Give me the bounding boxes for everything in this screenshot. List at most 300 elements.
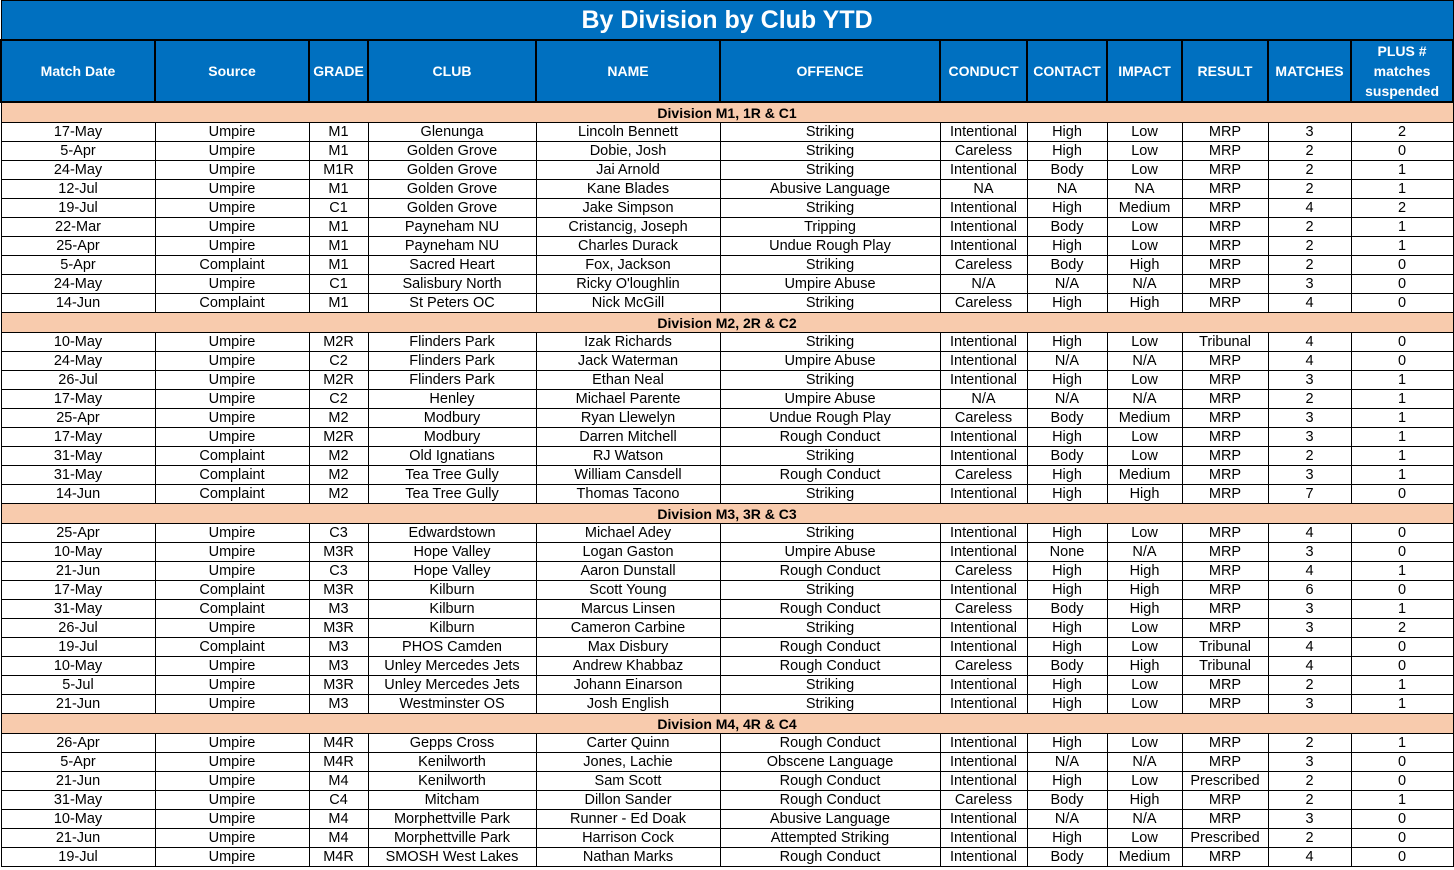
table-cell[interactable]: 21-Jun (1, 829, 155, 848)
table-cell[interactable]: Body (1027, 218, 1107, 237)
table-cell[interactable]: 6 (1268, 581, 1351, 600)
table-cell[interactable]: St Peters OC (368, 294, 536, 313)
table-cell[interactable]: M4R (309, 753, 368, 772)
table-cell[interactable]: Complaint (155, 600, 309, 619)
table-row[interactable] (1, 562, 1453, 581)
column-header[interactable]: Match Date (1, 40, 155, 102)
table-cell[interactable]: 10-May (1, 657, 155, 676)
table-cell[interactable]: High (1027, 581, 1107, 600)
table-cell[interactable]: 19-Jul (1, 199, 155, 218)
table-cell[interactable]: Kilburn (368, 600, 536, 619)
table-cell[interactable]: 4 (1268, 333, 1351, 352)
table-row[interactable] (1, 810, 1453, 829)
table-cell[interactable]: 26-Jul (1, 619, 155, 638)
table-cell[interactable]: NA (1107, 180, 1182, 199)
table-cell[interactable]: High (1107, 657, 1182, 676)
table-cell[interactable]: 4 (1268, 562, 1351, 581)
table-cell[interactable]: Umpire (155, 390, 309, 409)
table-cell[interactable]: Ricky O'loughlin (536, 275, 720, 294)
table-cell[interactable]: N/A (1107, 390, 1182, 409)
column-header[interactable]: IMPACT (1107, 40, 1182, 102)
table-cell[interactable]: High (1027, 638, 1107, 657)
table-cell[interactable]: 24-May (1, 275, 155, 294)
table-row[interactable] (1, 409, 1453, 428)
table-cell[interactable]: Low (1107, 218, 1182, 237)
table-cell[interactable]: C4 (309, 791, 368, 810)
table-cell[interactable]: N/A (1027, 810, 1107, 829)
table-cell[interactable]: Intentional (940, 161, 1027, 180)
table-cell[interactable]: Umpire (155, 848, 309, 867)
table-cell[interactable]: Low (1107, 829, 1182, 848)
table-cell[interactable]: MRP (1182, 142, 1268, 161)
table-cell[interactable]: M4 (309, 829, 368, 848)
table-cell[interactable]: Intentional (940, 237, 1027, 256)
table-cell[interactable]: Tea Tree Gully (368, 466, 536, 485)
table-cell[interactable]: Low (1107, 161, 1182, 180)
table-cell[interactable]: Golden Grove (368, 180, 536, 199)
table-cell[interactable]: 0 (1351, 753, 1453, 772)
table-cell[interactable]: 3 (1268, 466, 1351, 485)
table-cell[interactable]: Intentional (940, 447, 1027, 466)
table-cell[interactable]: 31-May (1, 791, 155, 810)
table-cell[interactable]: Carter Quinn (536, 734, 720, 753)
table-cell[interactable]: 26-Apr (1, 734, 155, 753)
table-cell[interactable]: 0 (1351, 256, 1453, 275)
table-cell[interactable]: MRP (1182, 600, 1268, 619)
table-cell[interactable]: High (1027, 123, 1107, 142)
table-row[interactable] (1, 180, 1453, 199)
table-cell[interactable]: 2 (1351, 619, 1453, 638)
table-cell[interactable]: Intentional (940, 428, 1027, 447)
table-cell[interactable]: Careless (940, 600, 1027, 619)
table-cell[interactable]: Max Disbury (536, 638, 720, 657)
table-cell[interactable]: Medium (1107, 466, 1182, 485)
table-row[interactable] (1, 657, 1453, 676)
table-cell[interactable]: MRP (1182, 734, 1268, 753)
table-cell[interactable]: Striking (720, 256, 940, 275)
table-row[interactable] (1, 695, 1453, 714)
table-cell[interactable]: Rough Conduct (720, 657, 940, 676)
table-cell[interactable]: High (1027, 772, 1107, 791)
table-cell[interactable]: 1 (1351, 180, 1453, 199)
table-cell[interactable]: Rough Conduct (720, 428, 940, 447)
table-cell[interactable]: Umpire Abuse (720, 275, 940, 294)
table-cell[interactable]: 1 (1351, 409, 1453, 428)
table-cell[interactable]: Umpire (155, 333, 309, 352)
table-cell[interactable]: 7 (1268, 485, 1351, 504)
table-cell[interactable]: Intentional (940, 352, 1027, 371)
table-cell[interactable]: Low (1107, 638, 1182, 657)
table-cell[interactable]: Cameron Carbine (536, 619, 720, 638)
table-cell[interactable]: Kenilworth (368, 772, 536, 791)
table-cell[interactable]: Darren Mitchell (536, 428, 720, 447)
table-cell[interactable]: Umpire (155, 734, 309, 753)
table-cell[interactable]: Umpire (155, 352, 309, 371)
table-cell[interactable]: N/A (1107, 810, 1182, 829)
table-cell[interactable]: Flinders Park (368, 371, 536, 390)
table-cell[interactable]: Flinders Park (368, 333, 536, 352)
table-cell[interactable]: M3R (309, 543, 368, 562)
table-cell[interactable]: Rough Conduct (720, 600, 940, 619)
table-cell[interactable]: 24-May (1, 352, 155, 371)
table-cell[interactable]: M4 (309, 772, 368, 791)
table-cell[interactable]: MRP (1182, 524, 1268, 543)
table-cell[interactable]: Complaint (155, 485, 309, 504)
table-cell[interactable]: 3 (1268, 123, 1351, 142)
table-cell[interactable]: High (1027, 294, 1107, 313)
table-cell[interactable]: 0 (1351, 638, 1453, 657)
table-cell[interactable]: Payneham NU (368, 218, 536, 237)
table-cell[interactable]: M4R (309, 848, 368, 867)
table-cell[interactable]: Umpire (155, 142, 309, 161)
table-cell[interactable]: Tripping (720, 218, 940, 237)
table-cell[interactable]: Intentional (940, 638, 1027, 657)
table-cell[interactable]: Rough Conduct (720, 638, 940, 657)
table-cell[interactable]: MRP (1182, 753, 1268, 772)
table-cell[interactable]: 2 (1268, 734, 1351, 753)
table-cell[interactable]: Intentional (940, 848, 1027, 867)
table-cell[interactable]: Complaint (155, 581, 309, 600)
table-cell[interactable]: Gepps Cross (368, 734, 536, 753)
table-cell[interactable]: M2 (309, 409, 368, 428)
table-cell[interactable]: High (1027, 562, 1107, 581)
table-row[interactable] (1, 237, 1453, 256)
table-row[interactable] (1, 161, 1453, 180)
table-cell[interactable]: Umpire (155, 237, 309, 256)
table-cell[interactable]: N/A (1107, 352, 1182, 371)
table-cell[interactable]: Runner - Ed Doak (536, 810, 720, 829)
table-cell[interactable]: 19-Jul (1, 848, 155, 867)
table-cell[interactable]: Tribunal (1182, 657, 1268, 676)
table-cell[interactable]: 3 (1268, 543, 1351, 562)
table-cell[interactable]: Rough Conduct (720, 791, 940, 810)
table-cell[interactable]: MRP (1182, 447, 1268, 466)
table-cell[interactable]: Scott Young (536, 581, 720, 600)
table-cell[interactable]: 21-Jun (1, 772, 155, 791)
table-cell[interactable]: Medium (1107, 409, 1182, 428)
table-cell[interactable]: 1 (1351, 562, 1453, 581)
table-cell[interactable]: M4 (309, 810, 368, 829)
table-cell[interactable]: Umpire (155, 619, 309, 638)
table-cell[interactable]: Prescribed (1182, 829, 1268, 848)
table-cell[interactable]: Careless (940, 791, 1027, 810)
table-cell[interactable]: Umpire (155, 524, 309, 543)
table-cell[interactable]: High (1027, 485, 1107, 504)
table-row[interactable] (1, 256, 1453, 275)
table-cell[interactable]: Jake Simpson (536, 199, 720, 218)
table-cell[interactable]: Intentional (940, 734, 1027, 753)
table-cell[interactable]: Intentional (940, 371, 1027, 390)
table-row[interactable] (1, 600, 1453, 619)
table-cell[interactable]: N/A (1107, 275, 1182, 294)
table-cell[interactable]: Umpire (155, 791, 309, 810)
table-cell[interactable]: Umpire (155, 676, 309, 695)
table-cell[interactable]: MRP (1182, 352, 1268, 371)
table-cell[interactable]: 24-May (1, 161, 155, 180)
table-cell[interactable]: Abusive Language (720, 180, 940, 199)
table-cell[interactable]: 3 (1268, 275, 1351, 294)
table-cell[interactable]: Intentional (940, 123, 1027, 142)
table-cell[interactable]: 1 (1351, 428, 1453, 447)
column-header[interactable]: CONTACT (1027, 40, 1107, 102)
table-cell[interactable]: Flinders Park (368, 352, 536, 371)
table-cell[interactable]: Intentional (940, 543, 1027, 562)
column-header[interactable]: CONDUCT (940, 40, 1027, 102)
table-cell[interactable]: M1 (309, 123, 368, 142)
table-cell[interactable]: Striking (720, 619, 940, 638)
table-cell[interactable]: High (1027, 676, 1107, 695)
table-cell[interactable]: MRP (1182, 199, 1268, 218)
table-cell[interactable]: 4 (1268, 657, 1351, 676)
table-cell[interactable]: Lincoln Bennett (536, 123, 720, 142)
table-cell[interactable]: NA (1027, 180, 1107, 199)
table-cell[interactable]: M2 (309, 466, 368, 485)
table-cell[interactable]: Tea Tree Gully (368, 485, 536, 504)
table-cell[interactable]: C1 (309, 199, 368, 218)
table-cell[interactable]: Kenilworth (368, 753, 536, 772)
table-cell[interactable]: Edwardstown (368, 524, 536, 543)
table-cell[interactable]: 2 (1268, 447, 1351, 466)
table-cell[interactable]: MRP (1182, 543, 1268, 562)
table-cell[interactable]: High (1027, 829, 1107, 848)
table-cell[interactable]: 0 (1351, 352, 1453, 371)
table-cell[interactable]: Complaint (155, 294, 309, 313)
table-cell[interactable]: Striking (720, 695, 940, 714)
table-cell[interactable]: Careless (940, 409, 1027, 428)
table-cell[interactable]: 21-Jun (1, 695, 155, 714)
table-cell[interactable]: William Cansdell (536, 466, 720, 485)
table-cell[interactable]: Striking (720, 524, 940, 543)
table-cell[interactable]: 0 (1351, 772, 1453, 791)
table-cell[interactable]: Low (1107, 734, 1182, 753)
table-cell[interactable]: Kilburn (368, 581, 536, 600)
table-cell[interactable]: MRP (1182, 810, 1268, 829)
table-cell[interactable]: M1R (309, 161, 368, 180)
table-cell[interactable]: 4 (1268, 638, 1351, 657)
table-cell[interactable]: Body (1027, 848, 1107, 867)
table-cell[interactable]: 3 (1268, 600, 1351, 619)
table-cell[interactable]: Hope Valley (368, 543, 536, 562)
table-cell[interactable]: Low (1107, 237, 1182, 256)
table-cell[interactable]: 0 (1351, 829, 1453, 848)
table-cell[interactable]: Modbury (368, 428, 536, 447)
table-cell[interactable]: 1 (1351, 237, 1453, 256)
table-cell[interactable]: Intentional (940, 581, 1027, 600)
table-cell[interactable]: Low (1107, 619, 1182, 638)
table-cell[interactable]: MRP (1182, 428, 1268, 447)
table-row[interactable] (1, 524, 1453, 543)
table-cell[interactable]: Careless (940, 294, 1027, 313)
table-cell[interactable]: Dobie, Josh (536, 142, 720, 161)
table-cell[interactable]: MRP (1182, 123, 1268, 142)
column-header[interactable]: CLUB (368, 40, 536, 102)
table-cell[interactable]: MRP (1182, 848, 1268, 867)
column-header[interactable]: GRADE (309, 40, 368, 102)
table-row[interactable] (1, 142, 1453, 161)
table-cell[interactable]: Striking (720, 123, 940, 142)
table-cell[interactable]: Old Ignatians (368, 447, 536, 466)
table-row[interactable] (1, 581, 1453, 600)
table-row[interactable] (1, 848, 1453, 867)
table-cell[interactable]: Sam Scott (536, 772, 720, 791)
table-cell[interactable]: Harrison Cock (536, 829, 720, 848)
table-cell[interactable]: 4 (1268, 199, 1351, 218)
table-cell[interactable]: M3 (309, 600, 368, 619)
table-cell[interactable]: MRP (1182, 695, 1268, 714)
table-cell[interactable]: Intentional (940, 218, 1027, 237)
table-cell[interactable]: Body (1027, 657, 1107, 676)
table-cell[interactable]: Rough Conduct (720, 772, 940, 791)
table-cell[interactable]: Low (1107, 333, 1182, 352)
table-cell[interactable]: 0 (1351, 275, 1453, 294)
table-cell[interactable]: Ryan Llewelyn (536, 409, 720, 428)
table-cell[interactable]: 0 (1351, 543, 1453, 562)
column-header[interactable]: NAME (536, 40, 720, 102)
table-cell[interactable]: 17-May (1, 428, 155, 447)
table-cell[interactable]: Morphettville Park (368, 829, 536, 848)
table-cell[interactable]: 0 (1351, 810, 1453, 829)
table-cell[interactable]: 17-May (1, 123, 155, 142)
table-cell[interactable]: Careless (940, 256, 1027, 275)
table-cell[interactable]: Striking (720, 142, 940, 161)
column-header[interactable]: RESULT (1182, 40, 1268, 102)
table-cell[interactable]: 2 (1268, 791, 1351, 810)
table-cell[interactable]: Intentional (940, 619, 1027, 638)
table-cell[interactable]: Umpire (155, 409, 309, 428)
table-cell[interactable]: N/A (1107, 753, 1182, 772)
table-cell[interactable]: Intentional (940, 810, 1027, 829)
table-cell[interactable]: High (1027, 524, 1107, 543)
table-cell[interactable]: Complaint (155, 466, 309, 485)
table-cell[interactable]: 25-Apr (1, 524, 155, 543)
table-cell[interactable]: 22-Mar (1, 218, 155, 237)
table-cell[interactable]: 2 (1268, 256, 1351, 275)
table-cell[interactable]: 21-Jun (1, 562, 155, 581)
table-cell[interactable]: Umpire (155, 199, 309, 218)
table-cell[interactable]: Umpire (155, 657, 309, 676)
table-cell[interactable]: Low (1107, 676, 1182, 695)
table-cell[interactable]: M1 (309, 180, 368, 199)
table-cell[interactable]: 17-May (1, 581, 155, 600)
table-cell[interactable]: 10-May (1, 543, 155, 562)
table-cell[interactable]: Umpire (155, 428, 309, 447)
table-cell[interactable]: Thomas Tacono (536, 485, 720, 504)
table-cell[interactable]: Medium (1107, 199, 1182, 218)
table-cell[interactable]: C3 (309, 524, 368, 543)
table-cell[interactable]: Rough Conduct (720, 562, 940, 581)
table-cell[interactable]: Salisbury North (368, 275, 536, 294)
table-cell[interactable]: 14-Jun (1, 294, 155, 313)
table-cell[interactable]: Low (1107, 428, 1182, 447)
table-row[interactable] (1, 466, 1453, 485)
table-row[interactable] (1, 772, 1453, 791)
table-cell[interactable]: 4 (1268, 848, 1351, 867)
table-cell[interactable]: Medium (1107, 848, 1182, 867)
table-cell[interactable]: Charles Durack (536, 237, 720, 256)
table-cell[interactable]: High (1027, 333, 1107, 352)
table-cell[interactable]: Umpire (155, 371, 309, 390)
table-cell[interactable]: 1 (1351, 600, 1453, 619)
table-cell[interactable]: Andrew Khabbaz (536, 657, 720, 676)
table-cell[interactable]: Hope Valley (368, 562, 536, 581)
table-cell[interactable]: Body (1027, 409, 1107, 428)
table-cell[interactable]: M1 (309, 142, 368, 161)
table-row[interactable] (1, 543, 1453, 562)
table-cell[interactable]: N/A (940, 275, 1027, 294)
table-row[interactable] (1, 676, 1453, 695)
table-cell[interactable]: Body (1027, 791, 1107, 810)
table-cell[interactable]: Cristancig, Joseph (536, 218, 720, 237)
table-cell[interactable]: Rough Conduct (720, 848, 940, 867)
table-cell[interactable]: Dillon Sander (536, 791, 720, 810)
table-cell[interactable]: 2 (1268, 180, 1351, 199)
table-cell[interactable]: 10-May (1, 810, 155, 829)
table-cell[interactable]: M1 (309, 294, 368, 313)
table-cell[interactable]: Low (1107, 142, 1182, 161)
table-cell[interactable]: Intentional (940, 485, 1027, 504)
table-cell[interactable]: Body (1027, 256, 1107, 275)
table-cell[interactable]: Rough Conduct (720, 466, 940, 485)
table-cell[interactable]: Low (1107, 371, 1182, 390)
table-cell[interactable]: Jai Arnold (536, 161, 720, 180)
table-cell[interactable]: Unley Mercedes Jets (368, 676, 536, 695)
table-cell[interactable]: Unley Mercedes Jets (368, 657, 536, 676)
table-cell[interactable]: 1 (1351, 695, 1453, 714)
table-row[interactable] (1, 829, 1453, 848)
table-cell[interactable]: Abusive Language (720, 810, 940, 829)
table-cell[interactable]: M2 (309, 485, 368, 504)
table-cell[interactable]: 5-Apr (1, 256, 155, 275)
table-cell[interactable]: 12-Jul (1, 180, 155, 199)
table-cell[interactable]: Sacred Heart (368, 256, 536, 275)
table-cell[interactable]: 1 (1351, 390, 1453, 409)
table-cell[interactable]: Umpire (155, 829, 309, 848)
table-cell[interactable]: 17-May (1, 390, 155, 409)
table-cell[interactable]: Undue Rough Play (720, 409, 940, 428)
table-cell[interactable]: Morphettville Park (368, 810, 536, 829)
table-cell[interactable]: 1 (1351, 161, 1453, 180)
table-cell[interactable]: Logan Gaston (536, 543, 720, 562)
table-cell[interactable]: 0 (1351, 294, 1453, 313)
table-cell[interactable]: Obscene Language (720, 753, 940, 772)
table-cell[interactable]: Striking (720, 581, 940, 600)
table-cell[interactable]: 0 (1351, 848, 1453, 867)
table-cell[interactable]: Umpire (155, 275, 309, 294)
table-cell[interactable]: 14-Jun (1, 485, 155, 504)
table-cell[interactable]: N/A (940, 390, 1027, 409)
table-cell[interactable]: 3 (1268, 619, 1351, 638)
table-row[interactable] (1, 294, 1453, 313)
table-cell[interactable]: Low (1107, 695, 1182, 714)
table-cell[interactable]: High (1027, 237, 1107, 256)
table-cell[interactable]: 2 (1268, 390, 1351, 409)
table-cell[interactable]: 2 (1268, 237, 1351, 256)
table-cell[interactable]: Umpire (155, 753, 309, 772)
table-cell[interactable]: 0 (1351, 485, 1453, 504)
table-cell[interactable]: Marcus Linsen (536, 600, 720, 619)
table-cell[interactable]: 4 (1268, 294, 1351, 313)
table-row[interactable] (1, 275, 1453, 294)
table-cell[interactable]: 31-May (1, 447, 155, 466)
column-header[interactable]: MATCHES (1268, 40, 1351, 102)
table-row[interactable] (1, 447, 1453, 466)
table-cell[interactable]: M3R (309, 619, 368, 638)
table-cell[interactable]: High (1027, 619, 1107, 638)
table-cell[interactable]: Intentional (940, 524, 1027, 543)
table-row[interactable] (1, 352, 1453, 371)
table-cell[interactable]: Intentional (940, 829, 1027, 848)
table-row[interactable] (1, 485, 1453, 504)
